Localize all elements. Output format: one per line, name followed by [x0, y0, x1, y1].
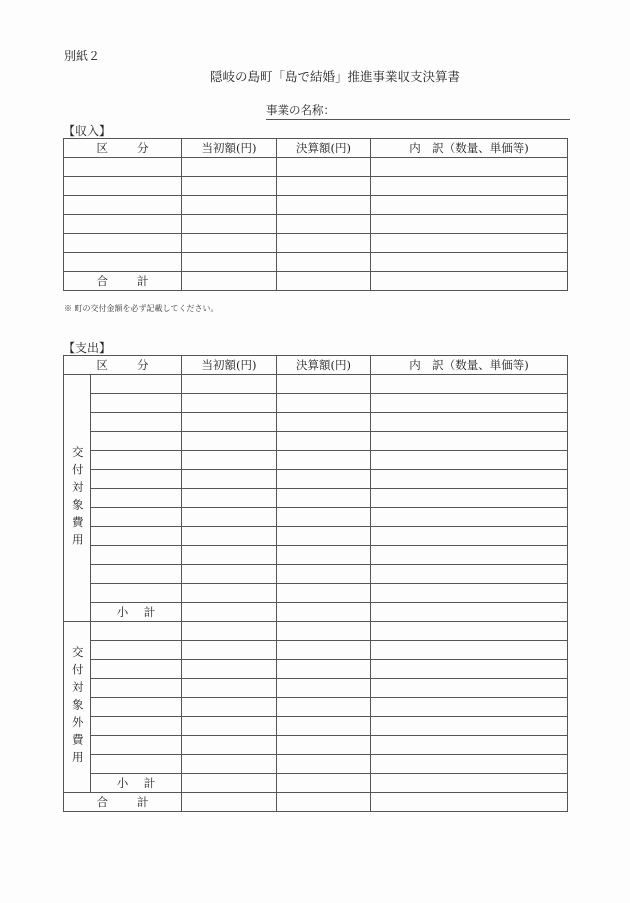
- settled-amount-cell[interactable]: [277, 413, 371, 432]
- breakdown-cell[interactable]: [371, 793, 568, 812]
- initial-amount-cell[interactable]: [182, 565, 277, 584]
- expense-row: [64, 451, 568, 470]
- settled-amount-cell[interactable]: [277, 215, 371, 234]
- header-initial-amount: 当初額(円): [182, 139, 277, 158]
- expense-group-label: 交付対象費用: [64, 375, 91, 622]
- category-cell[interactable]: [91, 508, 182, 527]
- breakdown-cell[interactable]: [371, 698, 568, 717]
- breakdown-cell[interactable]: [371, 196, 568, 215]
- category-cell[interactable]: [91, 736, 182, 755]
- expense-row: [64, 755, 568, 774]
- settled-amount-cell[interactable]: [277, 641, 371, 660]
- breakdown-cell[interactable]: [371, 489, 568, 508]
- initial-amount-cell[interactable]: [182, 158, 277, 177]
- breakdown-cell[interactable]: [371, 641, 568, 660]
- category-cell[interactable]: [64, 177, 182, 196]
- category-cell[interactable]: [91, 432, 182, 451]
- initial-amount-cell[interactable]: [182, 413, 277, 432]
- settled-amount-cell[interactable]: [277, 432, 371, 451]
- breakdown-cell[interactable]: [371, 622, 568, 641]
- category-cell[interactable]: [91, 489, 182, 508]
- initial-amount-cell[interactable]: [182, 489, 277, 508]
- settled-amount-cell[interactable]: [277, 253, 371, 272]
- breakdown-cell[interactable]: [371, 584, 568, 603]
- settled-amount-cell[interactable]: [277, 584, 371, 603]
- initial-amount-cell[interactable]: [182, 603, 277, 622]
- settled-amount-cell[interactable]: [277, 196, 371, 215]
- settled-amount-cell[interactable]: [277, 546, 371, 565]
- settled-amount-cell[interactable]: [277, 565, 371, 584]
- settled-amount-cell[interactable]: [277, 717, 371, 736]
- breakdown-cell[interactable]: [371, 375, 568, 394]
- expense-section-label: 【支出】: [63, 341, 112, 355]
- initial-amount-cell[interactable]: [182, 272, 277, 291]
- settled-amount-cell[interactable]: [277, 272, 371, 291]
- income-row: [64, 158, 568, 177]
- category-cell[interactable]: [91, 470, 182, 489]
- breakdown-cell[interactable]: [371, 234, 568, 253]
- expense-row: [64, 375, 568, 394]
- initial-amount-cell[interactable]: [182, 717, 277, 736]
- income-row: [64, 215, 568, 234]
- breakdown-cell[interactable]: [371, 215, 568, 234]
- expense-row: [64, 546, 568, 565]
- header-initial-amount: 当初額(円): [182, 356, 277, 375]
- category-cell[interactable]: [91, 584, 182, 603]
- breakdown-cell[interactable]: [371, 755, 568, 774]
- income-table: [63, 138, 568, 291]
- initial-amount-cell[interactable]: [182, 432, 277, 451]
- category-cell[interactable]: [91, 698, 182, 717]
- breakdown-cell[interactable]: [371, 394, 568, 413]
- settled-amount-cell[interactable]: [277, 375, 371, 394]
- initial-amount-cell[interactable]: [182, 177, 277, 196]
- header-category: 区 分: [64, 139, 182, 158]
- category-cell[interactable]: [91, 755, 182, 774]
- breakdown-cell[interactable]: [371, 546, 568, 565]
- initial-amount-cell[interactable]: [182, 451, 277, 470]
- expense-row: [64, 508, 568, 527]
- expense-row: [64, 736, 568, 755]
- initial-amount-cell[interactable]: [182, 196, 277, 215]
- breakdown-cell[interactable]: [371, 679, 568, 698]
- category-cell[interactable]: [91, 451, 182, 470]
- income-row: [64, 196, 568, 215]
- category-cell[interactable]: [91, 641, 182, 660]
- breakdown-cell[interactable]: [371, 527, 568, 546]
- category-cell[interactable]: [91, 679, 182, 698]
- settled-amount-cell[interactable]: [277, 698, 371, 717]
- breakdown-cell[interactable]: [371, 717, 568, 736]
- breakdown-cell[interactable]: [371, 508, 568, 527]
- expense-row: [64, 565, 568, 584]
- expense-table: [63, 355, 568, 812]
- settled-amount-cell[interactable]: [277, 508, 371, 527]
- initial-amount-cell[interactable]: [182, 793, 277, 812]
- income-header-row: [64, 139, 568, 158]
- expense-subtotal-row: [64, 603, 568, 622]
- category-cell[interactable]: [91, 527, 182, 546]
- initial-amount-cell[interactable]: [182, 508, 277, 527]
- income-total-row: [64, 272, 568, 291]
- initial-amount-cell[interactable]: [182, 215, 277, 234]
- breakdown-cell[interactable]: [371, 253, 568, 272]
- settled-amount-cell[interactable]: [277, 177, 371, 196]
- header-breakdown: 内 訳（数量、単価等): [371, 139, 568, 158]
- breakdown-cell[interactable]: [371, 177, 568, 196]
- expense-row: [64, 432, 568, 451]
- expense-row: [64, 717, 568, 736]
- document-title: 隠岐の島町「島で結婚」推進事業収支決算書: [209, 69, 460, 84]
- initial-amount-cell[interactable]: [182, 641, 277, 660]
- header-breakdown: 内 訳（数量、単価等): [371, 356, 568, 375]
- expense-row: [64, 622, 568, 641]
- initial-amount-cell[interactable]: [182, 234, 277, 253]
- category-cell[interactable]: [91, 717, 182, 736]
- settled-amount-cell[interactable]: [277, 736, 371, 755]
- settled-amount-cell[interactable]: [277, 603, 371, 622]
- initial-amount-cell[interactable]: [182, 394, 277, 413]
- expense-row: [64, 527, 568, 546]
- initial-amount-cell[interactable]: [182, 584, 277, 603]
- expense-row: [64, 660, 568, 679]
- settled-amount-cell[interactable]: [277, 489, 371, 508]
- settled-amount-cell[interactable]: [277, 527, 371, 546]
- initial-amount-cell[interactable]: [182, 253, 277, 272]
- category-cell[interactable]: [64, 215, 182, 234]
- category-cell[interactable]: [91, 622, 182, 641]
- attachment-label: 別紙２: [64, 49, 101, 63]
- expense-row: [64, 394, 568, 413]
- expense-row: [64, 413, 568, 432]
- expense-group-label: 交付対象外費用: [64, 622, 91, 793]
- header-settled-amount: 決算額(円): [277, 356, 371, 375]
- expense-row: [64, 470, 568, 489]
- initial-amount-cell[interactable]: [182, 698, 277, 717]
- category-cell[interactable]: [91, 375, 182, 394]
- expense-row: [64, 489, 568, 508]
- breakdown-cell[interactable]: [371, 158, 568, 177]
- category-cell[interactable]: [91, 546, 182, 565]
- settled-amount-cell[interactable]: [277, 234, 371, 253]
- breakdown-cell[interactable]: [371, 660, 568, 679]
- settled-amount-cell[interactable]: [277, 622, 371, 641]
- settled-amount-cell[interactable]: [277, 451, 371, 470]
- subtotal-label: 小 計: [91, 774, 182, 793]
- subtotal-label: 小 計: [91, 603, 182, 622]
- settled-amount-cell[interactable]: [277, 470, 371, 489]
- header-category: 区 分: [64, 356, 182, 375]
- business-name-field[interactable]: [266, 102, 570, 120]
- settled-amount-cell[interactable]: [277, 394, 371, 413]
- settled-amount-cell[interactable]: [277, 660, 371, 679]
- settled-amount-cell[interactable]: [277, 774, 371, 793]
- initial-amount-cell[interactable]: [182, 375, 277, 394]
- expense-row: [64, 698, 568, 717]
- header-settled-amount: 決算額(円): [277, 139, 371, 158]
- category-cell[interactable]: [64, 196, 182, 215]
- expense-row: [64, 584, 568, 603]
- initial-amount-cell[interactable]: [182, 470, 277, 489]
- breakdown-cell[interactable]: [371, 413, 568, 432]
- total-label: 合 計: [64, 272, 182, 291]
- initial-amount-cell[interactable]: [182, 546, 277, 565]
- total-label: 合 計: [64, 793, 182, 812]
- category-cell[interactable]: [64, 253, 182, 272]
- initial-amount-cell[interactable]: [182, 679, 277, 698]
- settled-amount-cell[interactable]: [277, 679, 371, 698]
- breakdown-cell[interactable]: [371, 603, 568, 622]
- income-section-label: 【収入】: [63, 124, 112, 138]
- initial-amount-cell[interactable]: [182, 774, 277, 793]
- expense-total-row: [64, 793, 568, 812]
- income-row: [64, 234, 568, 253]
- breakdown-cell[interactable]: [371, 272, 568, 291]
- expense-row: [64, 679, 568, 698]
- breakdown-cell[interactable]: [371, 736, 568, 755]
- category-cell[interactable]: [91, 394, 182, 413]
- breakdown-cell[interactable]: [371, 565, 568, 584]
- breakdown-cell[interactable]: [371, 451, 568, 470]
- initial-amount-cell[interactable]: [182, 660, 277, 679]
- income-row: [64, 177, 568, 196]
- category-cell[interactable]: [64, 234, 182, 253]
- settled-amount-cell[interactable]: [277, 755, 371, 774]
- breakdown-cell[interactable]: [371, 470, 568, 489]
- expense-header-row: [64, 356, 568, 375]
- breakdown-cell[interactable]: [371, 774, 568, 793]
- expense-subtotal-row: [64, 774, 568, 793]
- initial-amount-cell[interactable]: [182, 755, 277, 774]
- income-row: [64, 253, 568, 272]
- category-cell[interactable]: [91, 565, 182, 584]
- settled-amount-cell[interactable]: [277, 158, 371, 177]
- category-cell[interactable]: [64, 158, 182, 177]
- breakdown-cell[interactable]: [371, 432, 568, 451]
- business-name-label: 事業の名称：: [266, 103, 335, 117]
- category-cell[interactable]: [91, 660, 182, 679]
- settled-amount-cell[interactable]: [277, 793, 371, 812]
- category-cell[interactable]: [91, 413, 182, 432]
- initial-amount-cell[interactable]: [182, 736, 277, 755]
- income-note: ※ 町の交付金額を必ず記載してください。: [64, 304, 219, 313]
- initial-amount-cell[interactable]: [182, 527, 277, 546]
- expense-row: [64, 641, 568, 660]
- initial-amount-cell[interactable]: [182, 622, 277, 641]
